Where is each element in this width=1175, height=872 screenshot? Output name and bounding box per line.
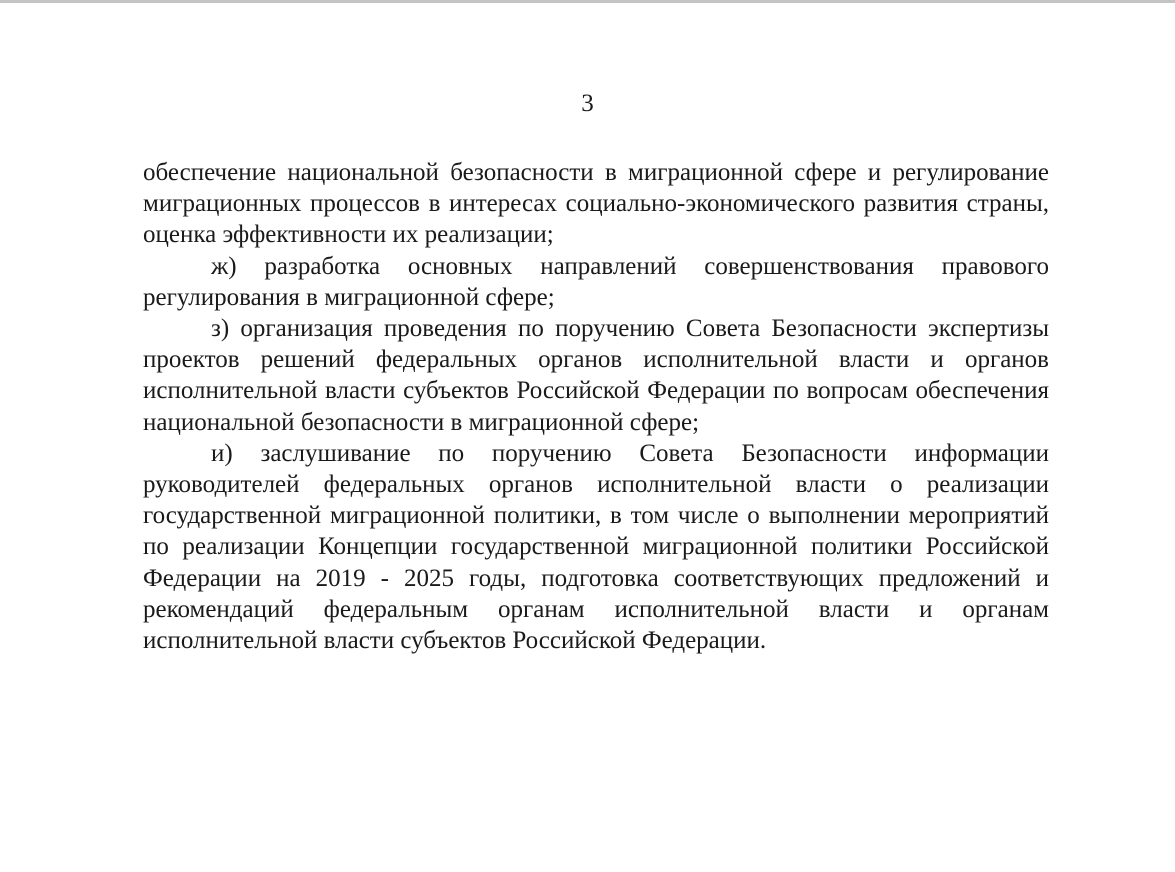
page-number: 3 [581,90,594,117]
paragraph-item-i: и) заслушивание по поручению Совета Безопасности информации руководителей федеральных органов исполнительной власти о реализации государственной миграционной политики, в том числе о выполнении мероприятий по реализации Концепции государственной миграционной политики Российской Федерации на 2019 - 2025 годы, подготовка соответствующих предложений и рекомендаций федеральным органам исполнительной власти и органам исполнительной власти субъектов Российской Федерации. [143,439,1049,655]
paragraph-item-z: з) организация проведения по поручению Совета Безопасности экспертизы проектов решений федеральных органов исполнительной власти и органов исполнительной власти субъектов Российской Федерации по вопросам обеспечения национальной безопасности в миграционной сфере; [143,315,1049,436]
paragraph-continuation: обеспечение национальной безопасности в миграционной сфере и регулирование миграционных процессов в интересах социально-экономического развития страны, оценка эффективности их реализации; [143,159,1049,249]
paragraph-item-zh: ж) разработка основных направлений совершенствования правового регулирования в миграционной сфере; [143,252,1049,311]
document-body [143,157,1049,656]
